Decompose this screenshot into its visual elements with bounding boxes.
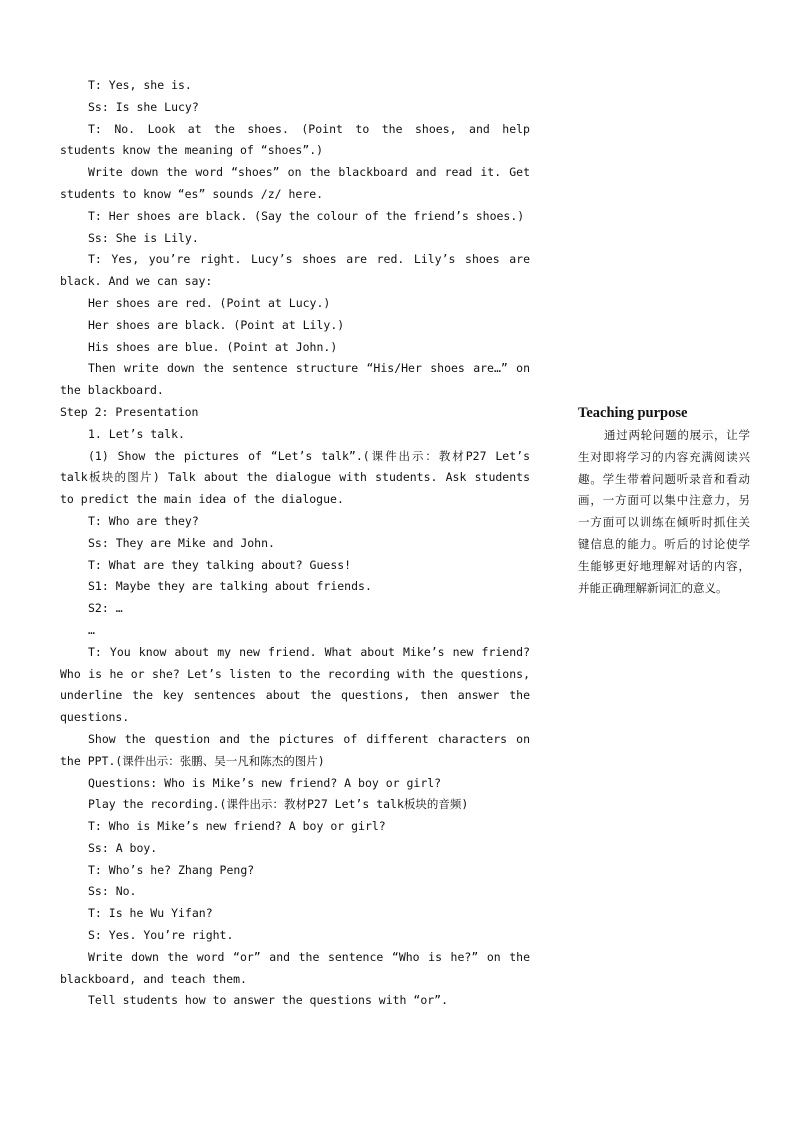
- lesson-line: …: [88, 622, 95, 637]
- section-heading: Step 2: Presentation: [60, 404, 199, 419]
- lesson-line: Her shoes are black. (Point at Lily.): [88, 317, 345, 332]
- lesson-line: Her shoes are red. (Point at Lucy.): [88, 295, 331, 310]
- teaching-purpose-text: 通过两轮问题的展示，让学生对即将学习的内容充满阅读兴趣。学生带着问题听录音和看动画，一方面可以集中注意力，另一方面可以训练在倾听时抓住关键信息的能力。听后的讨论使学生能够更好地理解对话的内容，并能正确理解新词汇的意义。: [578, 428, 750, 595]
- teaching-purpose-title: Teaching purpose: [578, 405, 688, 421]
- lesson-line: Ss: She is Lily.: [88, 230, 199, 245]
- lesson-line: Play the recording.(课件出示：教材P27 Let’s talk板块的音频): [88, 797, 469, 812]
- lesson-line: Ss: They are Mike and John.: [88, 535, 275, 550]
- lesson-line: T: Who are they?: [88, 513, 199, 528]
- lesson-line: His shoes are blue. (Point at John.): [88, 339, 338, 354]
- lesson-line: S: Yes. You’re right.: [88, 928, 234, 943]
- lesson-line: T: Is he Wu Yifan?: [88, 906, 213, 921]
- lesson-line: T: Her shoes are black. (Say the colour of the friend’s shoes.): [88, 208, 525, 223]
- lesson-line: (1) Show the pictures of “Let’s talk”.(课件出示：教材P27 Let’s talk板块的图片) Talk about the dialogue with students. Ask students to predict the main idea of the dialogue.: [60, 448, 530, 507]
- lesson-body: [60, 75, 530, 1012]
- lesson-line: T: What are they talking about? Guess!: [88, 557, 352, 572]
- lesson-line: 1. Let’s talk.: [88, 426, 185, 441]
- teaching-purpose-panel: [578, 403, 750, 599]
- lesson-line: Tell students how to answer the questions with “or”.: [88, 993, 449, 1008]
- lesson-line: Ss: No.: [88, 884, 137, 899]
- lesson-line: T: Who’s he? Zhang Peng?: [88, 862, 255, 877]
- lesson-line: S1: Maybe they are talking about friends.: [88, 579, 372, 594]
- lesson-line: Ss: Is she Lucy?: [88, 99, 199, 114]
- lesson-line: Then write down the sentence structure “His/Her shoes are…” on the blackboard.: [60, 361, 530, 398]
- lesson-line: Ss: A boy.: [88, 840, 158, 855]
- lesson-line: T: You know about my new friend. What about Mike’s new friend? Who is he or she? Let’s listen to the recording with the questions, underline the key sentences about the questions, then answer the questions.: [60, 644, 530, 725]
- lesson-line: Show the question and the pictures of different characters on the PPT.(课件出示：张鹏、吴一凡和陈杰的图片): [60, 731, 530, 768]
- lesson-line: S2: …: [88, 601, 123, 616]
- lesson-line: Write down the word “or” and the sentence “Who is he?” on the blackboard, and teach them.: [60, 949, 530, 986]
- lesson-line: T: Yes, she is.: [88, 78, 192, 92]
- lesson-line: T: No. Look at the shoes. (Point to the shoes, and help students know the meaning of “shoes”.): [60, 121, 530, 158]
- lesson-line: T: Who is Mike’s new friend? A boy or girl?: [88, 819, 386, 834]
- lesson-line: Questions: Who is Mike’s new friend? A boy or girl?: [88, 775, 442, 790]
- lesson-line: T: Yes, you’re right. Lucy’s shoes are red. Lily’s shoes are black. And we can say:: [60, 252, 530, 289]
- lesson-line: Write down the word “shoes” on the blackboard and read it. Get students to know “es” sounds /z/ here.: [60, 165, 530, 201]
